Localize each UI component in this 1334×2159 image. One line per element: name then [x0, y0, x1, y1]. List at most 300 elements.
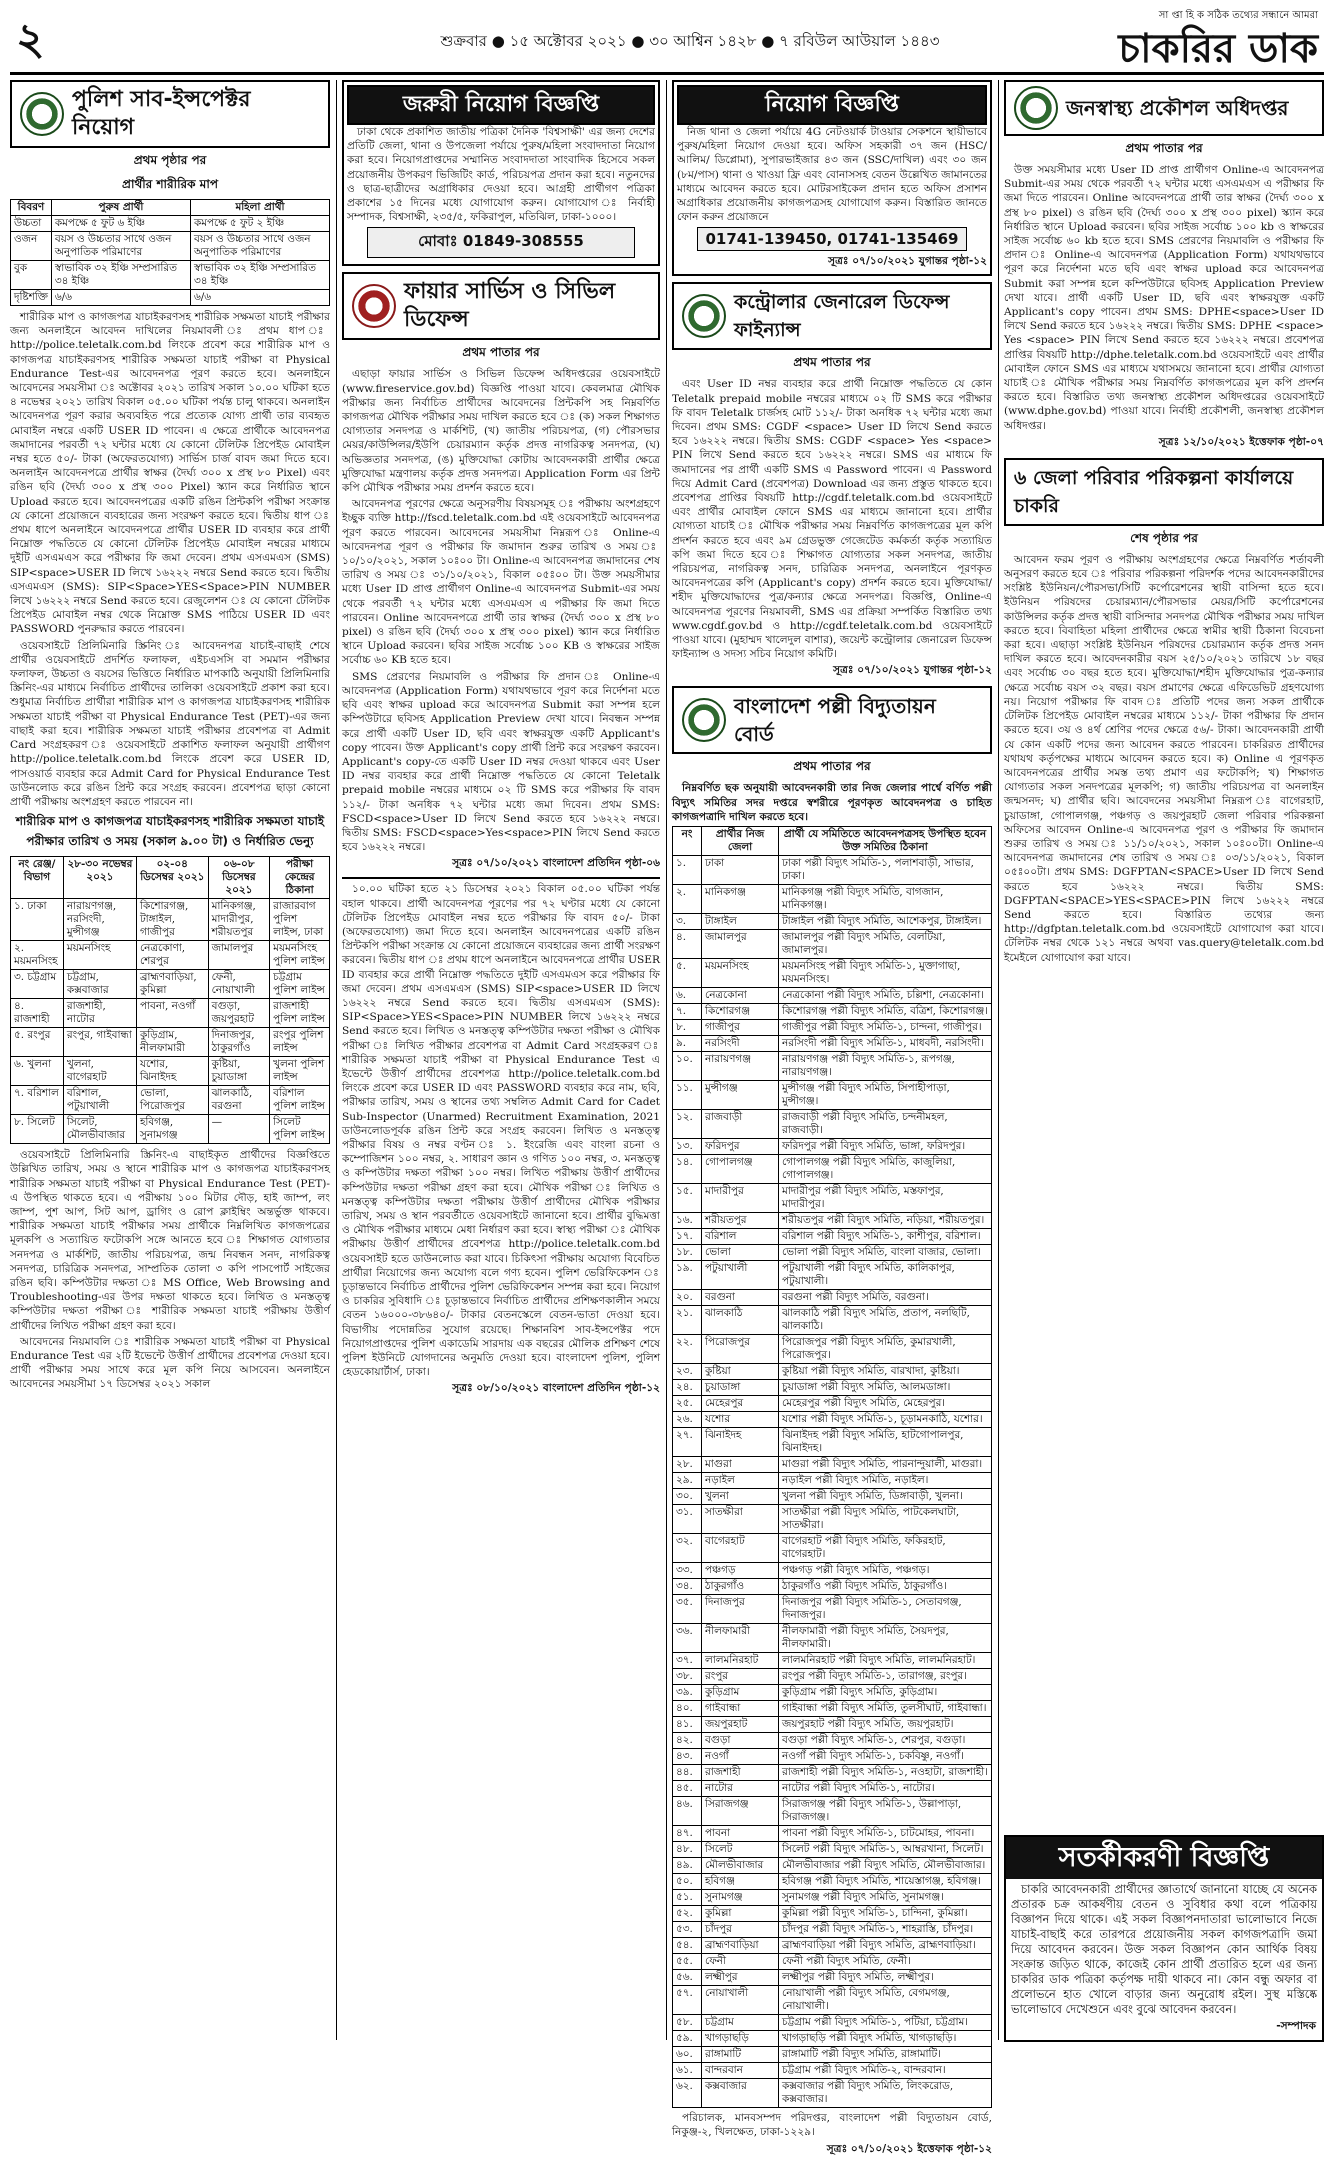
fire-title: ফায়ার সার্ভিস ও সিভিল ডিফেন্স [404, 279, 616, 333]
police-continued [342, 877, 660, 1398]
table-cell: ৪২. [673, 1733, 702, 1749]
table-cell: কুমিল্লা [702, 1906, 779, 1922]
warning-para: চাকরি আবেদনকারী প্রার্থীদের জ্ঞাতার্থে জানানো যাচ্ছে যে অনেক প্রতারক চক্র আকর্ষণীয় বেতন ও সুবিধার কথা বলে পত্রিকায় বিজ্ঞাপন দিয়ে থাকে। এই সকল বিজ্ঞাপনদাতারা ভালোভাবে নিজে যাচাই-বাছাই করে তারপরে প্রয়োজনীয় সকল কাগজপত্রাদি জমা দিয়ে আবেদন করবেন। উক্ত সকল বিজ্ঞাপন কোন আর্থিক বিষয় সংক্রান্ত জড়িত থাকে, কাজেই কোন প্রার্থী প্রতারিত হলে এর জন্য চাকরির ডাক পত্রিকা কর্তৃপক্ষ দায়ী থাকবে না। কোন বন্ধু অফার বা প্রলোভনে হাত খোলে বাড়ার জন্য অনুরোধ রইল। সুস্থ মস্তিষ্কে ভালোভাবে দেখেশুনে এবং বুঝে আবেদন করবেন। [1011, 1882, 1317, 2016]
niyog-phone: 01741-139450, 01741-135469 [697, 227, 967, 251]
table-cell: ৫৩. [673, 1922, 702, 1938]
table-cell: ঠাকুরগাঁও [702, 1579, 779, 1595]
table-row [673, 2079, 992, 2108]
table-row [673, 1534, 992, 1563]
table-row [673, 959, 992, 988]
table-row [673, 1290, 992, 1306]
dphe-para: উক্ত সময়সীমার মধ্যে User ID প্রাপ্ত প্রার্থীগণ Online-এ আবেদনপত্র Submit-এর সময় থেকে পরবর্তী ৭২ ঘন্টার মধ্যে এসএমএস এ পরীক্ষার ফি জমা দিতে পারবেন। Online আবেদনপত্রে প্রার্থী তার স্বাক্ষর (দৈর্ঘ্য ৩০০ x প্রস্থ ৮০ pixel) ও রঙিন ছবি (দৈর্ঘ্য ৩০০ x প্রস্থ ৩০০ pixel) স্ক্যান করে নির্ধারিত স্থানে Upload করবেন। ছবির সাইজ সর্বোচ্চ ১০০ kb ও স্বাক্ষরের সাইজ সর্বোচ্চ ৬০ kb হতে হবে। SMS প্রেরণের নিয়মাবলি ও পরীক্ষার ফি প্রদান ঃ Online-এ আবেদনপত্র (Application Form) যথাযথভাবে পূরণ করে নির্দেশনা মতে ছবি এবং স্বাক্ষর upload করে আবেদনপত্র Submit করা সম্পন্ন হলে কম্পিউটারে ছবিসহ Application Preview দেখা যাবে। প্রার্থী একটি User ID, ছবি এবং স্বাক্ষরযুক্ত একটি Applicant's copy পাবেন। প্রথম SMS: DPHE<space>User ID লিখে Send করতে হবে ১৬২২২ নম্বরে। দ্বিতীয় SMS: DPHE <space> Yes <space> PIN লিখে Send করতে হবে ১৬২২২ নম্বরে। প্রবেশপত্র প্রাপ্তির বিষয়টি http://dphe.teletalk.com.bd ওয়েবসাইটে এবং প্রার্থীর মোবাইল ফোনে SMS এর মাধ্যমে যথাসময়ে জানানো হবে। প্রার্থীর যোগ্যতা যাচাই ঃ মৌখিক পরীক্ষার সময় নিম্নবর্ণিত কাগজপত্রের মূল কপি প্রদর্শন করতে হবে। বিস্তারিত তথ্য জনস্বাস্থ্য প্রকৌশল অধিদপ্তরের ওয়েবসাইটে (www.dphe.gov.bd) পাওয়া যাবে। নির্বাহী প্রকৌশলী, জনস্বাস্থ্য প্রকৌশল অধিদপ্তর। [1004, 164, 1324, 432]
table-cell: সিরাজগঞ্জ পল্লী বিদ্যুৎ সমিতি-১, উল্লাপাড়া, সিরাজগঞ্জ। [779, 1797, 992, 1826]
table-cell: ঝালকাঠি, বরগুনা [208, 1086, 270, 1115]
table-cell: ২৭. [673, 1428, 702, 1457]
table-cell: নরসিংদী [702, 1036, 779, 1052]
table-cell: বগুড়া [702, 1733, 779, 1749]
table-cell: রাজশাহী পল্লী বিদ্যুৎ সমিতি-১, নওহাটা, রাজশাহী। [779, 1765, 992, 1781]
table-header: নং [673, 827, 702, 856]
police-continued-para: ১০.০০ ঘটিকা হতে ২১ ডিসেম্বর ২০২১ বিকাল ০৫.০০ ঘটিকা পর্যন্ত বহাল থাকবে। প্রার্থী আবেদনপত্র পূরণের পর ৭২ ঘণ্টার মধ্যে যে কোনো টেলিটক প্রিপেইড মোবাইল নম্বর হতে পরীক্ষার ফি বাবদ ৫০/- টাকা (অফেরতযোগ্য) জমা দিতে হবে। অনলাইন আবেদনপত্রের একটি রঙিন প্রিন্টকপি পরীক্ষা সংক্রান্ত যে কোনো প্রয়োজনে ব্যবহারের জন্য প্রার্থী সংরক্ষণ করবেন। দ্বিতীয় ধাপ ঃ প্রথম ধাপে অনলাইনে আবেদনপত্রে প্রার্থীর USER ID ব্যবহার করে প্রার্থী নিম্নোক্ত পদ্ধতিতে দুইটি এসএমএস করে পরীক্ষার ফি জমা দেবেন। প্রথম এসএমএস (SMS) SIP<space>USER ID লিখে ১৬২২২ নম্বরে Send করতে হবে। দ্বিতীয় এসএমএস (SMS): SIP<Space>YES<Space>PIN NUMBER লিখে ১৬২২২ নম্বরে Send করতে হবে। লিখিত ও মনস্তত্ত্ব কম্পিউটার দক্ষতা পরীক্ষা ও মৌখিক পরীক্ষা ঃ লিখিত পরীক্ষার প্রবেশপত্র বা Admit Card সংগ্রহকরণ ঃ শারীরিক সক্ষমতা যাচাই পরীক্ষা বা Physical Endurance Test এ ইভেন্টে উত্তীর্ণ প্রার্থীদের প্রবেশপত্র http://police.teletalk.com.bd লিংকে প্রবেশ করে USER ID এবং PASSWORD ব্যবহার করে নাম, ছবি, পরীক্ষার তারিখ, সময় ও স্থানের তথ্য সম্বলিত Admit Card for Cadet Sub-Inspector (Unarmed) Recruitment Examination, 2021 ডাউনলোডপূর্বক রঙিন প্রিন্ট করে সংগ্রহ করবেন। লিখিত ও মনস্তত্ত্ব পরীক্ষার বিষয় ও নম্বর বণ্টন ঃ ১. ইংরেজি এবং বাংলা রচনা ও কম্পোজিশন ১০০ নম্বর, ২. সাধারণ জ্ঞান ও গণিত ১০০ নম্বর, ৩. মনস্তত্ত্ব ও কম্পিউটার দক্ষতা পরীক্ষা ১০০ নম্বর। লিখিত পরীক্ষায় উত্তীর্ণ প্রার্থীদের কম্পিউটার দক্ষতা পরীক্ষা গ্রহণ করা হবে। মৌখিক পরীক্ষা ঃ লিখিত ও মনস্তত্ত্ব কম্পিউটার দক্ষতা পরীক্ষায় উত্তীর্ণ প্রার্থীদের মৌখিক পরীক্ষার তারিখ, সময় ও স্থান পরবর্তীতে ওয়েবসাইটে জানানো হবে। প্রার্থীর বুদ্ধিমত্তা ও মৌখিক পরীক্ষার মাধ্যমে মেধা নির্ধারণ করা হবে। স্বাস্থ্য পরীক্ষা ঃ মৌখিক পরীক্ষায় উত্তীর্ণ প্রার্থীদের প্রবেশপত্র http://police.teletalk.com.bd ওয়েবসাইট হতে ডাউনলোড করা যাবে। চিকিৎসা পরীক্ষায় অযোগ্য বিবেচিত প্রার্থীরা নিয়োগের জন্য অযোগ্য বলে গণ্য হবেন। পুলিশ ভেরিফিকেশন ঃ চূড়ান্তভাবে নির্বাচিত প্রার্থীদের পুলিশ ভেরিফিকেশন সম্পন্ন করা হবে। নিয়োগ ও চাকরির সুবিধাদি ঃ চূড়ান্তভাবে নির্বাচিত প্রার্থীদের প্রশিক্ষণকালীন সময়ে বেতন ১৬০০০-৩৮৬৪০/- টাকার বেতনস্কেলে বেতন-ভাতা দেওয়া হবে। বিভাগীয় পদোন্নতির সুযোগ রয়েছে। শিক্ষানবিশ সাব-ইন্সপেক্টর পদে নিয়োগপ্রাপ্তদের পুলিশ একাডেমি সারদায় এক বছরের মৌলিক প্রশিক্ষণ শেষে পুলিশ ইউনিটে যোগদানের অনুমতি দেওয়া হবে। বাংলাদেশ পুলিশ, পুলিশ হেডকোয়ার্টার্স, ঢাকা। [342, 883, 660, 1379]
dateline: শুক্রবার ● ১৫ অক্টোবর ২০২১ ● ৩০ আশ্বিন ১৪২৮ ● ৭ রবিউল আউয়াল ১৪৪৩ [440, 32, 940, 50]
table-cell: চট্টগ্রাম পল্লী বিদ্যুৎ সমিতি-১, পটিয়া, চট্টগ্রাম। [779, 2015, 992, 2031]
table-cell: ৩৬. [673, 1624, 702, 1653]
table-row [673, 1595, 992, 1624]
table-cell: ৩৯. [673, 1685, 702, 1701]
table-cell: কুড়িগ্রাম [702, 1685, 779, 1701]
table-row [673, 1380, 992, 1396]
dphe-source: সূত্রঃ ১২/১০/২০২১ ইত্তেফাক পৃষ্ঠা-০৭ [1158, 435, 1324, 448]
table-cell: নেত্রকোনা [702, 988, 779, 1004]
table-cell: গোপালগঞ্জ পল্লী বিদ্যুৎ সমিতি, কাজুলিয়া, গোপালগঞ্জ। [779, 1155, 992, 1184]
table-cell: নারায়ণগঞ্জ, নরসিংদী, মুন্সীগঞ্জ [63, 899, 136, 941]
table-cell: নড়াইল পল্লী বিদ্যুৎ সমিতি, নড়াইল। [779, 1473, 992, 1489]
pbs-footer-para: পরিচালক, মানবসম্পদ পরিদপ্তর, বাংলাদেশ পল্লী বিদ্যুতায়ন বোর্ড, নিকুঞ্জ-২, খিলক্ষেত, ঢাকা-১২২৯। [672, 2112, 992, 2139]
police-sub: প্রথম পৃষ্ঠার পর [133, 153, 207, 167]
table-cell: যশোর পল্লী বিদ্যুৎ সমিতি-১, চূড়ামনকাঠি, যশোর। [779, 1412, 992, 1428]
table-cell: জামালপুর [702, 930, 779, 959]
table-row [673, 1579, 992, 1595]
masthead [10, 8, 1324, 75]
table-cell: দিনাজপুর [702, 1595, 779, 1624]
table-cell: ফেনী [702, 1954, 779, 1970]
police-body-3 [10, 1148, 330, 1333]
table-cell: নাটোর পল্লী বিদ্যুৎ সমিতি-১, নাটোর। [779, 1781, 992, 1797]
table-cell: ২২. [673, 1335, 702, 1364]
table-row [11, 1028, 330, 1057]
table-cell: মানিকগঞ্জ, মাদারীপুর, শরীয়তপুর [208, 899, 270, 941]
dphe-sub: প্রথম পাতার পর [1125, 141, 1203, 155]
table-row [673, 1473, 992, 1489]
table-cell: স্বাভাবিক ৩২ ইঞ্চি সম্প্রসারিত ৩৪ ইঞ্চি [51, 261, 190, 290]
table-cell: ৫. রংপুর [11, 1028, 64, 1057]
table-cell: কুষ্টিয়া, চুয়াডাঙ্গা [208, 1057, 270, 1086]
table-row [673, 2047, 992, 2063]
table-cell: রাজারবাগ পুলিশ লাইন্স, ঢাকা [270, 899, 330, 941]
cgdf-body [672, 377, 992, 661]
table-cell: হবিগঞ্জ পল্লী বিদ্যুৎ সমিতি, শায়েস্তাগঞ্জ, হবিগঞ্জ। [779, 1874, 992, 1890]
table-cell: ৫১. [673, 1890, 702, 1906]
table-cell: সিলেট, মৌলভীবাজার [63, 1115, 136, 1144]
table-row [673, 1986, 992, 2015]
date-en: ১৫ অক্টোবর ২০২১ [509, 32, 627, 50]
police-title-box [10, 80, 330, 148]
table-cell: ৪. [673, 930, 702, 959]
table-cell: খুলনা, বাগেরহাট [63, 1057, 136, 1086]
table-cell: ৬/৬ [51, 290, 190, 306]
table-cell: কমপক্ষে ৫ ফুট ৬ ইঞ্চি [51, 216, 190, 232]
table-cell: বুক [11, 261, 52, 290]
table-cell: শরীয়তপুর [702, 1213, 779, 1229]
table-row [673, 1563, 992, 1579]
table-cell: ৪৫. [673, 1781, 702, 1797]
table-row [673, 1261, 992, 1290]
fp-para: আবেদন ফরম পূরণ ও পরীক্ষায় অংশগ্রহণের ক্ষেত্রে নিম্নবর্ণিত শর্তাবলী অনুসরণ করতে হবে ঃ পরিবার পরিকল্পনা পরিদর্শক পদের আবেদনকারীদের সংশ্লিষ্ট ইউনিয়ন/পৌরসভা/সিটি কর্পোরেশনের স্থায়ী বাসিন্দা হতে হবে। ইউনিয়ন পরিষদের চেয়ারম্যান/পৌরসভার মেয়র/সিটি কর্পোরেশনের কাউন্সিলর কর্তৃক প্রদত্ত স্থায়ী বাসিন্দার সনদপত্র মৌখিক পরীক্ষার সময় দাখিল করতে হবে। বিবাহিতা মহিলা প্রার্থীদের ক্ষেত্রে স্বামীর স্থায়ী ঠিকানা বিবেচনা করা হবে। এছাড়া সংশ্লিষ্ট ইউনিয়ন পরিষদের চেয়ারম্যান কর্তৃক প্রদত্ত সনদ দাখিল করতে হবে। আবেদনকারীর বয়স ২৫/১০/২০২১ তারিখে ১৮ বছর এবং সর্বোচ্চ ৩০ বছর হতে হবে। মুক্তিযোদ্ধা/শহীদ মুক্তিযোদ্ধার পুত্র-কন্যার ক্ষেত্রে সর্বোচ্চ বয়স ৩২ বছর। বয়স প্রমাণের ক্ষেত্রে এফিডেভিট গ্রহণযোগ্য নয়। নিয়োগ পরীক্ষার ফি বাবদ ঃ প্রতিটি পদের জন্য সকল প্রার্থীকে টেলিটক প্রিপেইড মোবাইল নম্বরের মাধ্যমে ১১২/- টাকা পরীক্ষার ফি প্রদান করতে হবে। ৩য় ও ৪র্থ শ্রেণির পদের ক্ষেত্রে ৫৬/- টাকা। আবেদনকারী প্রার্থী যে কোন একটি পদের জন্য আবেদন করতে পারবেন। চাকরিরত প্রার্থীদের যথাযথ কর্তৃপক্ষের মাধ্যমে আবেদন করতে হবে। ক) Online এ পূরণকৃত আবেদনপত্রের প্রার্থীর সমস্ত তথ্য প্রমাণ এর ফটোকপি; খ) শিক্ষাগত যোগ্যতার সকল সনদপত্রের মূলকপি; গ) জাতীয় পরিচয়পত্র বা অনলাইন জন্মসনদ; ঘ) প্রার্থীর ছবি। আবেদনের সময়সীমা নিম্নরূপ ঃ বাগেরহাট, চুয়াডাঙ্গা, গোপালগঞ্জ, পঞ্চগড় ও জয়পুরহাট জেলা পরিবার পরিকল্পনা অফিসের আবেদন Online-এ আবেদনপত্র পূরণ ও পরীক্ষার ফি জমাদান শুরুর তারিখ ও সময় ঃ ১১/১০/২০২১, সকাল ১০ঃ০০টা। Online-এ আবেদনপত্র জমাদানের শেষ তারিখ ও সময় ঃ ০৩/১১/২০২১, বিকাল ০৫ঃ০০টা। প্রথম SMS: DGFPTAN<SPACE>User ID লিখে Send করতে হবে ১৬২২২ নম্বরে। দ্বিতীয় SMS: DGFPTAN<SPACE>YES<SPACE>PIN লিখে ১৬২২২ নম্বরে Send করতে হবে। বিস্তারিত তথ্যের জন্য http://dgfptan.teletalk.com.bd ওয়েবসাইটে যোগাযোগ করা যাবে। টেলিটক নম্বর থেকে ১২১ নম্বরে অথবা vas.query@teletalk.com.bd ইমেইলে যোগাযোগ করা যাবে। [1004, 553, 1324, 964]
table-cell: নেত্রকোণা, শেরপুর [136, 941, 208, 970]
table-cell: ১২. [673, 1110, 702, 1139]
table-cell: রংপুর পল্লী বিদ্যুৎ সমিতি-১, তারাগঞ্জ, রংপুর। [779, 1669, 992, 1685]
niyog-title: নিয়োগ বিজ্ঞপ্তি [765, 92, 899, 117]
table-row [11, 216, 330, 232]
table-row [11, 232, 330, 261]
table-cell: ৫৯. [673, 2031, 702, 2047]
warning-body [1006, 1879, 1322, 2017]
table-cell: বরিশাল, পটুয়াখালী [63, 1086, 136, 1115]
table-cell: ওজন [11, 232, 52, 261]
table-cell: মেহেরপুর [702, 1396, 779, 1412]
table-cell: সিলেট পল্লী বিদ্যুৎ সমিতি-১, আম্বরখানা, সিলেট। [779, 1842, 992, 1858]
table-cell: দিনাজপুর, ঠাকুরগাঁও [208, 1028, 270, 1057]
table-cell: ৬/৬ [190, 290, 329, 306]
table-cell: লালমনিরহাট [702, 1653, 779, 1669]
table-cell: ৫৪. [673, 1938, 702, 1954]
table-row [673, 1826, 992, 1842]
table-cell: খুলনা পুলিশ লাইন্স [270, 1057, 330, 1086]
cgdf-para: এবং User ID নম্বর ব্যবহার করে প্রার্থী নিম্নোক্ত পদ্ধতিতে যে কোন Teletalk prepaid mobile নম্বরের মাধ্যমে ০২ টি SMS করে পরীক্ষার ফি বাবদ Teletalk চার্জসহ মোট ১১২/- টাকা অনধিক ৭২ ঘন্টার মধ্যে জমা দিবেন। প্রথম SMS: CGDF <space> User ID লিখে Send করতে হবে ১৬২২২ নম্বরে। দ্বিতীয় SMS: CGDF <space> Yes <space> PIN লিখে Send করতে হবে ১৬২২২ নম্বরে। SMS এর মাধ্যমে ফি জমাদানের পর প্রার্থী একটি SMS এ Password পাবেন। এ Password দিয়ে Admit Card (প্রবেশপত্র) Download এর জন্য প্রস্তুত থাকতে হবে। প্রবেশপত্র প্রাপ্তির বিষয়টি http://cgdf.teletalk.com.bd ওয়েবসাইটে এবং প্রার্থীর মোবাইল ফোনে SMS এর মাধ্যমে জানানো হবে। প্রার্থীর যোগ্যতা যাচাই ঃ মৌখিক পরীক্ষার সময় নিম্নবর্ণিত কাগজপত্রের মূল কপি প্রদর্শন করতে হবে এবং ৯ম গ্রেডভুক্ত গেজেটেড কর্মকর্তা কর্তৃক সত্যায়িত কপি জমা দিতে হবে ঃ শিক্ষাগত যোগ্যতার সকল সনদপত্র, জাতীয় পরিচয়পত্র, নাগরিকত্ব সনদ, চারিত্রিক সনদপত্র, অনলাইনে পূরণকৃত আবেদনপত্রের কপি (Applicant's copy) প্রদর্শন করতে হবে। মুক্তিযোদ্ধা/শহীদ মুক্তিযোদ্ধাদের পুত্র/কন্যার ক্ষেত্রে সনদপত্র। বিজ্ঞপ্তি, Online-এ আবেদনপত্র পূরণের নিয়মাবলী, SMS এর প্রক্রিয়া সম্পর্কিত বিস্তারিত তথ্য www.cgdf.gov.bd ও http://cgdf.teletalk.com.bd ওয়েবসাইটে পাওয়া যাবে। (মুহাম্মদ খালেদুল বাশার), জয়েন্ট কন্ট্রোলার জেনারেল ডিফেন্স ফাইন্যান্স ও সদস্য সচিব নিয়োগ কমিটি। [672, 378, 992, 661]
table-header: ০৬-০৮ ডিসেম্বর ২০২১ [208, 857, 270, 899]
table-cell: পটুয়াখালী পল্লী বিদ্যুৎ সমিতি, কালিকাপুর, পটুয়াখালী। [779, 1261, 992, 1290]
table-row [673, 1701, 992, 1717]
table-row [673, 856, 992, 885]
pbs-intro [672, 781, 992, 824]
police-para-3: ওয়েবসাইটে প্রিলিমিনারি স্ক্রিনিং-এ বাছাইকৃত প্রার্থীদের বিজ্ঞপ্তিতে উল্লিখিত তারিখ, সময় ও স্থানে শারীরিক মাপ ও কাগজপত্র যাচাইকরণসহ শারীরিক সক্ষমতা যাচাই পরীক্ষা বা Physical Endurance Test (PET)-এ উপস্থিত থাকতে হবে। এ পরীক্ষায় ১০০ মিটার দৌড়, হাই জাম্প, লং জাম্প, পুশ আপ, সিট আপ, ড্রাগিং ও রোপ ক্লাইম্বিং অন্তর্ভুক্ত থাকবে। শারীরিক সক্ষমতা যাচাই পরীক্ষার সময় প্রার্থীকে নিম্নলিখিত কাগজপত্রের মূলকপি ও সত্যায়িত ফটোকপি সঙ্গে আনতে হবে ঃ শিক্ষাগত যোগ্যতার সনদপত্র ও মার্কশিট, জাতীয় পরিচয়পত্র, জন্ম নিবন্ধন সনদ, নাগরিকত্ব সনদপত্র, চারিত্রিক সনদপত্র, সাম্প্রতিক তোলা ৩ কপি পাসপোর্ট সাইজের রঙিন ছবি। কম্পিউটার দক্ষতা ঃ MS Office, Web Browsing and Troubleshooting-এর উপর দক্ষতা থাকতে হবে। লিখিত ও মনস্তত্ত্ব কম্পিউটার দক্ষতা পরীক্ষা ঃ শারীরিক সক্ষমতা যাচাই পরীক্ষায় উত্তীর্ণ প্রার্থীদের লিখিত পরীক্ষা গ্রহণ করা হবে। [10, 1149, 330, 1332]
pbs-seal-icon [682, 698, 726, 742]
table-cell: ৮. সিলেট [11, 1115, 64, 1144]
table-cell: লক্ষ্মীপুর পল্লী বিদ্যুৎ সমিতি, লক্ষ্মীপুর। [779, 1970, 992, 1986]
table-cell: যশোর, ঝিনাইদহ [136, 1057, 208, 1086]
police-para-4: আবেদনের নিয়মাবলি ঃ শারীরিক সক্ষমতা যাচাই পরীক্ষা বা Physical Endurance Test এর ২টি ইভেন্টে উত্তীর্ণ প্রার্থীদের প্রবেশপত্র দেওয়া হবে। প্রার্থী পরীক্ষার সময় সাথে করে মূল কপি নিয়ে আসবেন। অনলাইনে আবেদনের সময়সীমা ১৭ ডিসেম্বর ২০২১ সকাল [10, 1335, 330, 1391]
cgdf-sub: প্রথম পাতার পর [793, 355, 871, 370]
table-cell: ১৭. [673, 1229, 702, 1245]
table-cell: ২. [673, 885, 702, 914]
table-cell: ফেনী, নোয়াখালী [208, 970, 270, 999]
table-cell: ৮. [673, 1020, 702, 1036]
table-cell: ভোলা [702, 1245, 779, 1261]
police-seal-icon [20, 92, 64, 136]
cgdf-title: কন্ট্রোলার জেনারেল ডিফেন্স ফাইন্যান্স [734, 291, 950, 342]
table-header: প্রার্থী যে সমিতিতে আবেদনপত্রসহ উপস্থিত হবেন উক্ত সমিতির ঠিকানা [779, 827, 992, 856]
table-row [11, 261, 330, 290]
fp-title-box [1004, 458, 1324, 526]
table-cell: চট্টগ্রাম পল্লী বিদ্যুৎ সমিতি-২, বান্দরবান। [779, 2063, 992, 2079]
table-cell: ১৪. [673, 1155, 702, 1184]
table-cell: নারায়ণগঞ্জ পল্লী বিদ্যুৎ সমিতি-১, রূপগঞ্জ, নারায়ণগঞ্জ। [779, 1052, 992, 1081]
table-row [11, 941, 330, 970]
table-row [673, 1733, 992, 1749]
table-cell: নওগাঁ [702, 1749, 779, 1765]
table-cell: রাঙ্গামাটি পল্লী বিদ্যুৎ সমিতি, রাঙ্গামাটি। [779, 2047, 992, 2063]
table-cell: ৭. [673, 1004, 702, 1020]
table-cell: বাগেরহাট পল্লী বিদ্যুৎ সমিতি, ফকিরহাট, বাগেরহাট। [779, 1534, 992, 1563]
table-cell: মানিকগঞ্জ পল্লী বিদ্যুৎ সমিতি, বাগজান, মানিকগঞ্জ। [779, 885, 992, 914]
table-cell: রাঙ্গামাটি [702, 2047, 779, 2063]
table-cell: বয়স ও উচ্চতার সাথে ওজন অনুপাতিক পরিমাণের [51, 232, 190, 261]
urgent-para: ঢাকা থেকে প্রকাশিত জাতীয় পত্রিকা দৈনিক 'বিশ্বসাক্ষী' এর জন্য দেশের প্রতিটি জেলা, থানা ও উপজেলা পর্যায়ে পুরুষ/মহিলা সংবাদদাতা নিয়োগ করা হবে। নিয়োগপ্রাপ্তদের সম্মানিত সংবাদদাতা সাংবাদিক হিসেবে সকল প্রয়োজনীয় উপকরণ ভিজিটিং কার্ড, পরিচয়পত্র প্রদান করা হবে। নতুনদের ও ছাত্র-ছাত্রীদের অগ্রাধিকার দেওয়া হবে। আগ্রহী প্রার্থীগণ পত্রিকা প্রকাশের ১৫ দিনের মধ্যে যোগাযোগ করুন। যোগাযোগ ঃ নির্বাহী সম্পাদক, বিশ্বসাক্ষী, ২৩৫/৫, ফকিরাপুল, মতিঝিল, ঢাকা-১০০০। [347, 126, 655, 224]
page-number: ২ [16, 14, 45, 65]
table-cell: মাদারীপুর পল্লী বিদ্যুৎ সমিতি, মস্তফাপুর, মাদারীপুর। [779, 1184, 992, 1213]
table-cell: ১. [673, 856, 702, 885]
table-cell: মুন্সীগঞ্জ [702, 1081, 779, 1110]
table-row [673, 1004, 992, 1020]
table-cell: ৩২. [673, 1534, 702, 1563]
table-cell: ১৫. [673, 1184, 702, 1213]
table-cell: রাজশাহী [702, 1765, 779, 1781]
fire-para-2: আবেদনপত্র পূরণের ক্ষেত্রে অনুসরণীয় বিষয়সমূহ ঃ পরীক্ষায় অংশগ্রহণে ইচ্ছুক ব্যক্তি http://fscd.teletalk.com.bd এই ওয়েবসাইটে আবেদনপত্র পূরণ করতে পারবেন। আবেদনের সময়সীমা নিম্নরূপ ঃ Online-এ আবেদনপত্র পূরণ ও পরীক্ষার ফি জমাদান শুরুর তারিখ ও সময় ঃ ১০/১০/২০২১, সকাল ১০ঃ০০ টা। Online-এ আবেদনপত্র জমাদানের শেষ তারিখ ও সময় ঃ ৩১/১০/২০২১, বিকাল ০৫ঃ০০ টা। উক্ত সময়সীমার মধ্যে User ID প্রাপ্ত প্রার্থীগণ Online-এ আবেদনপত্র Submit-এর সময় থেকে পরবর্তী ৭২ ঘন্টার মধ্যে এসএমএস এ পরীক্ষার ফি জমা দিতে পারবেন। Online আবেদনপত্রে প্রার্থী তার স্বাক্ষর (দৈর্ঘ্য ৩০০ x প্রস্থ ৮০ pixel) ও রঙিন ছবি (দৈর্ঘ্য ৩০০ x প্রস্থ ৩০০ pixel) স্ক্যান করে নির্ধারিত স্থানে Upload করবেন। ছবির সাইজ সর্বোচ্চ ১০০ KB ও স্বাক্ষরের সাইজ সর্বোচ্চ ৬০ KB হতে হবে। [342, 498, 660, 667]
table-row [673, 2063, 992, 2079]
table-cell: ৬. খুলনা [11, 1057, 64, 1086]
table-cell: সুনামগঞ্জ পল্লী বিদ্যুৎ সমিতি, সুনামগঞ্জ। [779, 1890, 992, 1906]
table-cell: নরসিংদী পল্লী বিদ্যুৎ সমিতি-১, মাধবদী, নরসিংদী। [779, 1036, 992, 1052]
table-row [673, 1213, 992, 1229]
table-cell: রংপুর, গাইবান্ধা [63, 1028, 136, 1057]
table-cell: ৫২. [673, 1906, 702, 1922]
table-row [673, 1842, 992, 1858]
table-cell: ময়মনসিংহ পুলিশ লাইন্স [270, 941, 330, 970]
table-cell: ১৯. [673, 1261, 702, 1290]
table-cell: দৃষ্টিশক্তি [11, 290, 52, 306]
table-cell: রংপুর [702, 1669, 779, 1685]
table-cell: টাঙ্গাইল পল্লী বিদ্যুৎ সমিতি, আশেকপুর, টাঙ্গাইল। [779, 914, 992, 930]
table-cell: বান্দরবান [702, 2063, 779, 2079]
table-header: প্রার্থীর নিজ জেলা [702, 827, 779, 856]
police-continued-body [342, 882, 660, 1379]
table-row [673, 1781, 992, 1797]
table-cell: ২৪. [673, 1380, 702, 1396]
table-row [673, 1890, 992, 1906]
police-para-1: শারীরিক মাপ ও কাগজপত্র যাচাইকরণসহ শারীরিক সক্ষমতা যাচাই পরীক্ষার জন্য অনলাইনে আবেদন দাখিলের নিয়মাবলী ঃ প্রথম ধাপ ঃ http://police.teletalk.com.bd লিংকে প্রবেশ করে শারীরিক মাপ ও কাগজপত্র যাচাইকরণসহ শারীরিক সক্ষমতা যাচাই পরীক্ষা বা Physical Endurance Test-এর আবেদনপত্র পূরণ করতে হবে। অনলাইনে আবেদনের সময়সীমা ঃ অক্টোবর ২০২১ তারিখ সকাল ১০.০০ ঘটিকা হতে ৪ নভেম্বর ২০২১ তারিখ বিকাল ০৫.০০ ঘটিকা পর্যন্ত চালু থাকবে। অনলাইন আবেদনপত্র পূরণ করার অব্যবহিত পরে প্রত্যেক যোগ্য প্রার্থী তার ব্যবহৃত মোবাইল নম্বরে একটি USER ID পাবেন। এ ক্ষেত্রে প্রার্থীকে আবেদনপত্র জমাদানের পরবর্তী ৭২ ঘন্টার মধ্যে যে কোনো টেলিটক প্রিপেইড মোবাইল নম্বর হতে ৫০/- টাকা (অফেরতযোগ্য) সার্ভিস চার্জ বাবদ জমা দিতে হবে। অনলাইন আবেদনপত্রে প্রার্থীর স্বাক্ষর (দৈর্ঘ্য ৩০০ x প্রস্থ ৮০ Pixel) এবং রঙিন ছবি (দৈর্ঘ্য ৩০০ x প্রস্থ ৩০০ Pixel) স্ক্যান করে নির্ধারিত স্থানে Upload করতে হবে। আবেদনপত্রের একটি রঙিন প্রিন্টকপি পরীক্ষা সংক্রান্ত যে কোনো প্রয়োজনে ব্যবহারের জন্য সংরক্ষণ করতে হবে। দ্বিতীয় ধাপ ঃ প্রথম ধাপে অনলাইনে আবেদনপত্রে প্রার্থীর USER ID ব্যবহার করে প্রার্থী নিম্নোক্ত পদ্ধতিতে যে কোনো টেলিটক প্রিপেইড মোবাইল নম্বরের মাধ্যমে দুইটি এসএমএস করে পরীক্ষার ফি জমা দেবেন। প্রথম এসএমএস (SMS) SIP<space>USER ID লিখে ১৬২২২ নম্বরে Send করতে হবে। দ্বিতীয় এসএমএস (SMS): SIP<Space>YES<Space>PIN NUMBER লিখে ১৬২২২ নম্বরে Send করতে হবে। রেজুলেশন ঃ যে কোনো টেলিটক প্রিপেইড মোবাইল নম্বর থেকে নিম্নোক্ত SMS পাঠিয়ে USER ID এবং PASSWORD পুনরুদ্ধার করতে পারবেন। [10, 311, 330, 636]
pbs-source: সূত্রঃ ০৭/১০/২০২১ ইত্তেফাক পৃষ্ঠা-১২ [826, 2142, 992, 2155]
table-row [673, 1874, 992, 1890]
table-cell: সিরাজগঞ্জ [702, 1797, 779, 1826]
table-row [673, 1653, 992, 1669]
table-cell: পিরোজপুর [702, 1335, 779, 1364]
table-cell: লক্ষ্মীপুর [702, 1970, 779, 1986]
table-cell: বরিশাল পুলিশ লাইন্স [270, 1086, 330, 1115]
table-cell: স্বাভাবিক ৩২ ইঞ্চি সম্প্রসারিত ৩৪ ইঞ্চি [190, 261, 329, 290]
table-cell: ঝিনাইদহ পল্লী বিদ্যুৎ সমিতি, হাটগোপালপুর, ঝিনাইদহ। [779, 1428, 992, 1457]
table-row [673, 988, 992, 1004]
table-row [673, 1412, 992, 1428]
table-cell: রাজবাড়ী পল্লী বিদ্যুৎ সমিতি, চন্দনীমহল, রাজবাড়ী। [779, 1110, 992, 1139]
table-cell: নাটোর [702, 1781, 779, 1797]
table-cell: গোপালগঞ্জ [702, 1155, 779, 1184]
niyog-title-box [677, 85, 987, 125]
table-cell: গাইবান্ধা [702, 1701, 779, 1717]
table-cell: উচ্চতা [11, 216, 52, 232]
table-row [11, 1115, 330, 1144]
column-4 [1004, 80, 1324, 2042]
table-header: মহিলা প্রার্থী [190, 200, 329, 216]
table-row [11, 970, 330, 999]
table-cell: চট্টগ্রাম, কক্সবাজার [63, 970, 136, 999]
table-cell: ২৩. [673, 1364, 702, 1380]
table-row [673, 1396, 992, 1412]
table-cell: চুয়াডাঙ্গা [702, 1380, 779, 1396]
pbs-intro-para: নিম্নবর্ণিত ছক অনুযায়ী আবেদনকারী তার নিজ জেলার পার্শ্বে বর্ণিত পল্লী বিদ্যুৎ সমিতির সদর দপ্তরে স্বশরীরে পূরণকৃত আবেদনপত্র ও চাহিত কাগজপত্রাদি দাখিল করতে হবে। [672, 782, 992, 823]
brand-name: চাকরির ডাক [1118, 26, 1318, 72]
fp-body [1004, 553, 1324, 965]
table-cell: ৫০. [673, 1874, 702, 1890]
table-cell: ৭. বরিশাল [11, 1086, 64, 1115]
cgdf-source: সূত্রঃ ০৭/১০/২০২১ যুগান্তর পৃষ্ঠা-১২ [833, 664, 992, 677]
police-sched-caption: শারীরিক মাপ ও কাগজপত্র যাচাইকরণসহ শারীরিক সক্ষমতা যাচাই পরীক্ষার তারিখ ও সময় (সকাল ৯.০০ টা) ও নির্ধারিত ভেন্যু [15, 814, 325, 849]
table-cell: ২৫. [673, 1396, 702, 1412]
table-cell: পিরোজপুর পল্লী বিদ্যুৎ সমিতি, কুমারখালী, পিরোজপুর। [779, 1335, 992, 1364]
table-row [673, 1110, 992, 1139]
table-row [673, 1020, 992, 1036]
table-row [673, 1906, 992, 1922]
table-cell: — [208, 1115, 270, 1144]
police-article [10, 80, 330, 2042]
table-row [11, 899, 330, 941]
table-cell: ২৬. [673, 1412, 702, 1428]
table-row [673, 1457, 992, 1473]
table-cell: ফরিদপুর [702, 1139, 779, 1155]
table-cell: শরীয়তপুর পল্লী বিদ্যুৎ সমিতি, নড়িয়া, শরীয়তপুর। [779, 1213, 992, 1229]
table-cell: ৪৪. [673, 1765, 702, 1781]
table-header: পুরুষ প্রার্থী [51, 200, 190, 216]
fire-para-1: এছাড়া ফায়ার সার্ভিস ও সিভিল ডিফেন্স অধিদপ্তরের ওয়েবসাইটে (www.fireservice.gov.bd) বিজ্ঞপ্তি পাওয়া যাবে। কেবলমাত্র মৌখিক পরীক্ষার জন্য নির্বাচিত প্রার্থীদের আবেদনের প্রিন্টকপি সহ নিম্নবর্ণিত কাগজপত্র মৌখিক পরীক্ষার সময় দাখিল করতে হবে ঃ (ক) সকল শিক্ষাগত যোগ্যতার সনদপত্র ও মার্কশিট, (খ) জাতীয় পরিচয়পত্র, (গ) পৌরসভার মেয়র/কাউন্সিলর/ইউপি চেয়ারম্যান কর্তৃক প্রদত্ত নাগরিকত্ব সনদপত্র, (ঘ) অভিজ্ঞতার সনদপত্র, (ঙ) মুক্তিযোদ্ধা কোটায় আবেদনকারী প্রার্থীর ক্ষেত্রে মুক্তিযোদ্ধা মন্ত্রণালয় কর্তৃক প্রদত্ত সনদপত্র। Application Form এর প্রিন্ট কপি মৌখিক পরীক্ষার সময় প্রদর্শন করতে হবে। [342, 368, 660, 495]
police-continued-source: সূত্রঃ ০৮/১০/২০২১ বাংলাদেশ প্রতিদিন পৃষ্ঠা-১২ [452, 1382, 660, 1395]
table-cell: বাগেরহাট [702, 1534, 779, 1563]
table-cell: মাদারীপুর [702, 1184, 779, 1213]
table-cell: রাজবাড়ী [702, 1110, 779, 1139]
table-cell: ৪. রাজশাহী [11, 999, 64, 1028]
table-cell: ৩. চট্টগ্রাম [11, 970, 64, 999]
column-rule [666, 80, 667, 2040]
column-2 [342, 80, 660, 2042]
niyog-ad [672, 80, 992, 276]
table-cell: চাঁদপুর পল্লী বিদ্যুৎ সমিতি-১, শাহরাস্তি, চাঁদপুর। [779, 1922, 992, 1938]
table-cell: মাগুরা পল্লী বিদ্যুৎ সমিতি, পারনান্দুয়ালী, মাগুরা। [779, 1457, 992, 1473]
table-cell: নড়াইল [702, 1473, 779, 1489]
date-bn: ৩০ আশ্বিন ১৪২৮ [649, 32, 757, 50]
table-cell: নারায়ণগঞ্জ [702, 1052, 779, 1081]
table-cell: কিশোরগঞ্জ, টাঙ্গাইল, গাজীপুর [136, 899, 208, 941]
table-row [673, 1036, 992, 1052]
table-row [673, 1717, 992, 1733]
cgdf-title-box [672, 282, 992, 350]
table-cell: টাঙ্গাইল [702, 914, 779, 930]
fp-title: ৬ জেলা পরিবার পরিকল্পনা কার্যালয়ে চাকরি [1014, 466, 1294, 517]
table-cell: ৫৭. [673, 1986, 702, 2015]
table-cell: চুয়াডাঙ্গা পল্লী বিদ্যুৎ সমিতি, আলমডাঙ্গা। [779, 1380, 992, 1396]
brand-tagline: সা প্তা হি ক সঠিক তথ্যের সন্ধানে আমরা [1158, 10, 1318, 21]
police-physical-table [10, 199, 330, 306]
table-cell: ৯. [673, 1036, 702, 1052]
table-header: নং রেঞ্জ/বিভাগ [11, 857, 64, 899]
pbs-footer [672, 2111, 992, 2139]
table-cell: ৩৮. [673, 1669, 702, 1685]
table-cell: কমপক্ষে ৫ ফুট ২ ইঞ্চি [190, 216, 329, 232]
police-body-1 [10, 310, 330, 637]
table-cell: ১৩. [673, 1139, 702, 1155]
table-row [673, 1669, 992, 1685]
date-hijri: ৭ রবিউল আউয়াল ১৪৪৩ [779, 32, 940, 50]
table-row [673, 1797, 992, 1826]
table-cell: নীলফামারী পল্লী বিদ্যুৎ সমিতি, সৈয়দপুর, নীলফামারী। [779, 1624, 992, 1653]
table-cell: ৬. [673, 988, 702, 1004]
table-cell: ব্রাহ্মণবাড়িয়া, কুমিল্লা [136, 970, 208, 999]
table-cell: খাগড়াছড়ি পল্লী বিদ্যুৎ সমিতি, খাগড়াছড়ি। [779, 2031, 992, 2047]
table-row [673, 1139, 992, 1155]
table-cell: ঝিনাইদহ [702, 1428, 779, 1457]
table-cell: ঝালকাঠি পল্লী বিদ্যুৎ সমিতি, প্রতাপ, নলছিটি, ঝালকাঠি। [779, 1306, 992, 1335]
dphe-title-box [1004, 80, 1324, 136]
table-cell: খুলনা পল্লী বিদ্যুৎ সমিতি, ডিঙ্গাবাড়ী, খুলনা। [779, 1489, 992, 1505]
table-row [673, 930, 992, 959]
table-cell: নোয়াখালী পল্লী বিদ্যুৎ সমিতি, বেগমগঞ্জ, নোয়াখালী। [779, 1986, 992, 2015]
table-row [673, 1155, 992, 1184]
table-header: ০২-০৪ ডিসেম্বর ২০২১ [136, 857, 208, 899]
table-cell: মৌলভীবাজার পল্লী বিদ্যুৎ সমিতি, মৌলভীবাজার। [779, 1858, 992, 1874]
table-cell: নীলফামারী [702, 1624, 779, 1653]
table-cell: ফরিদপুর পল্লী বিদ্যুৎ সমিতি, ভাঙ্গা, ফরিদপুর। [779, 1139, 992, 1155]
table-cell: পাবনা [702, 1826, 779, 1842]
column-rule [336, 80, 337, 2040]
table-cell: কুমিল্লা পল্লী বিদ্যুৎ সমিতি-১, চান্দিনা, কুমিল্লা। [779, 1906, 992, 1922]
table-cell: বয়স ও উচ্চতার সাথে ওজন অনুপাতিক পরিমাণের [190, 232, 329, 261]
table-cell: হবিগঞ্জ, সুনামগঞ্জ [136, 1115, 208, 1144]
fire-seal-icon [352, 284, 396, 328]
table-cell: হবিগঞ্জ [702, 1874, 779, 1890]
table-cell: ফেনী পল্লী বিদ্যুৎ সমিতি, ফেনী। [779, 1954, 992, 1970]
table-cell: জামালপুর [208, 941, 270, 970]
table-cell: সিলেট [702, 1842, 779, 1858]
table-cell: কুষ্টিয়া [702, 1364, 779, 1380]
table-cell: পাবনা পল্লী বিদ্যুৎ সমিতি-১, চাটমোহর, পাবনা। [779, 1826, 992, 1842]
table-cell: বগুড়া, জয়পুরহাট [208, 999, 270, 1028]
table-cell: পঞ্চগড় [702, 1563, 779, 1579]
fire-body [342, 367, 660, 854]
warning-sign: -সম্পাদক [1276, 2020, 1316, 2032]
table-row [673, 1052, 992, 1081]
table-header: বিবরণ [11, 200, 52, 216]
column-3 [672, 80, 992, 2155]
table-cell: গাইবান্ধা পল্লী বিদ্যুৎ সমিতি, তুলসীঘাট, গাইবান্ধা। [779, 1701, 992, 1717]
table-cell: ১১. [673, 1081, 702, 1110]
table-cell: কুড়িগ্রাম পল্লী বিদ্যুৎ সমিতি, কুড়িগ্রাম। [779, 1685, 992, 1701]
fp-sub: শেষ পৃষ্ঠার পর [1130, 530, 1198, 545]
column-rule [998, 80, 999, 2040]
brand [1118, 8, 1318, 72]
table-cell: খাগড়াছড়ি [702, 2031, 779, 2047]
fire-source: সূত্রঃ ০৭/১০/২০২১ বাংলাদেশ প্রতিদিন পৃষ্ঠা-০৬ [452, 857, 660, 870]
table-cell: ৬০. [673, 2047, 702, 2063]
fire-para-3: SMS প্রেরণের নিয়মাবলি ও পরীক্ষার ফি প্রদান ঃ Online-এ আবেদনপত্র (Application Form) যথাযথভাবে পূরণ করে নির্দেশনা মতে ছবি এবং স্বাক্ষর upload করে আবেদনপত্র Submit করা সম্পন্ন হলে কম্পিউটারে ছবিসহ Application Preview দেখা যাবে। নিবন্ধন সম্পন্ন করে প্রার্থী একটি User ID, ছবি এবং স্বাক্ষরযুক্ত একটি Applicant's copy পাবেন। উক্ত Applicant's copy প্রার্থী প্রিন্ট করে সংরক্ষণ করবেন। Applicant's copy-তে একটি User ID নম্বর দেওয়া থাকবে এবং User ID নম্বর ব্যবহার করে প্রার্থী নিম্নোক্ত পদ্ধতিতে যে কোনো Teletalk prepaid mobile নম্বরের মাধ্যমে ০২ টি SMS করে পরীক্ষার ফি বাবদ ১১২/- টাকা অনধিক ৭২ ঘন্টার মধ্যে জমা দিবেন। প্রথম SMS: FSCD<space>User ID লিখে Send করতে হবে ১৬২২২ নম্বরে। দ্বিতীয় SMS: FSCD<space>Yes<space>PIN লিখে Send করতে হবে ১৬২২২ নম্বরে। [342, 670, 660, 854]
niyog-note: সূত্রঃ ০৭/১০/২০২১ যুগান্তর পৃষ্ঠা-১২ [828, 255, 987, 268]
table-cell: ময়মনসিংহ [702, 959, 779, 988]
table-row [673, 2015, 992, 2031]
table-row [11, 1057, 330, 1086]
table-row [11, 290, 330, 306]
urgent-title-box [347, 85, 655, 125]
table-cell: ৩৩. [673, 1563, 702, 1579]
table-cell: ৩. [673, 914, 702, 930]
table-cell: সাতক্ষীরা পল্লী বিদ্যুৎ সমিতি, পাটকেলঘাটা, সাতক্ষীরা। [779, 1505, 992, 1534]
table-cell: ৩৫. [673, 1595, 702, 1624]
table-cell: নওগাঁ পল্লী বিদ্যুৎ সমিতি-১, চকবিষ্ণু, নওগাঁ। [779, 1749, 992, 1765]
pbs-title: বাংলাদেশ পল্লী বিদ্যুতায়ন বোর্ড [734, 694, 936, 747]
table-cell: ঝালকাঠি [702, 1306, 779, 1335]
table-row [673, 1364, 992, 1380]
table-cell: সাতক্ষীরা [702, 1505, 779, 1534]
table-row [673, 885, 992, 914]
niyog-para: নিজ থানা ও জেলা পর্যায়ে 4G নেটওয়ার্ক টাওয়ার সেকশনে স্থায়ীভাবে পুরুষ/মহিলা নিয়োগ দেওয়া হবে। অফিস সহকারী ৩৭ জন (HSC/ আলিম/ ডিপ্লোমা), সুপারভাইজার ৪৩ জন (SSC/দাখিল) এবং ৩০ জন (৮ম/পাস) থানা ও খাওয়া ফ্রি এবং বোনাসসহ বেতন উল্লেখিত জামানতের মাধ্যমে আবেদন করতে হবে। মোটরসাইকেল প্রদান হতে অফিস প্রসাশন অগ্রাধিকার প্রয়োজনীয় কাগজপত্রসহ যোগাযোগ করুন। বিস্তারিত জানতে ফোন করুন প্রয়োজনে [677, 126, 987, 224]
table-row [11, 999, 330, 1028]
table-cell: মাগুরা [702, 1457, 779, 1473]
table-header: পরীক্ষা কেন্দ্রের ঠিকানা [270, 857, 330, 899]
table-cell: বরিশাল [702, 1229, 779, 1245]
